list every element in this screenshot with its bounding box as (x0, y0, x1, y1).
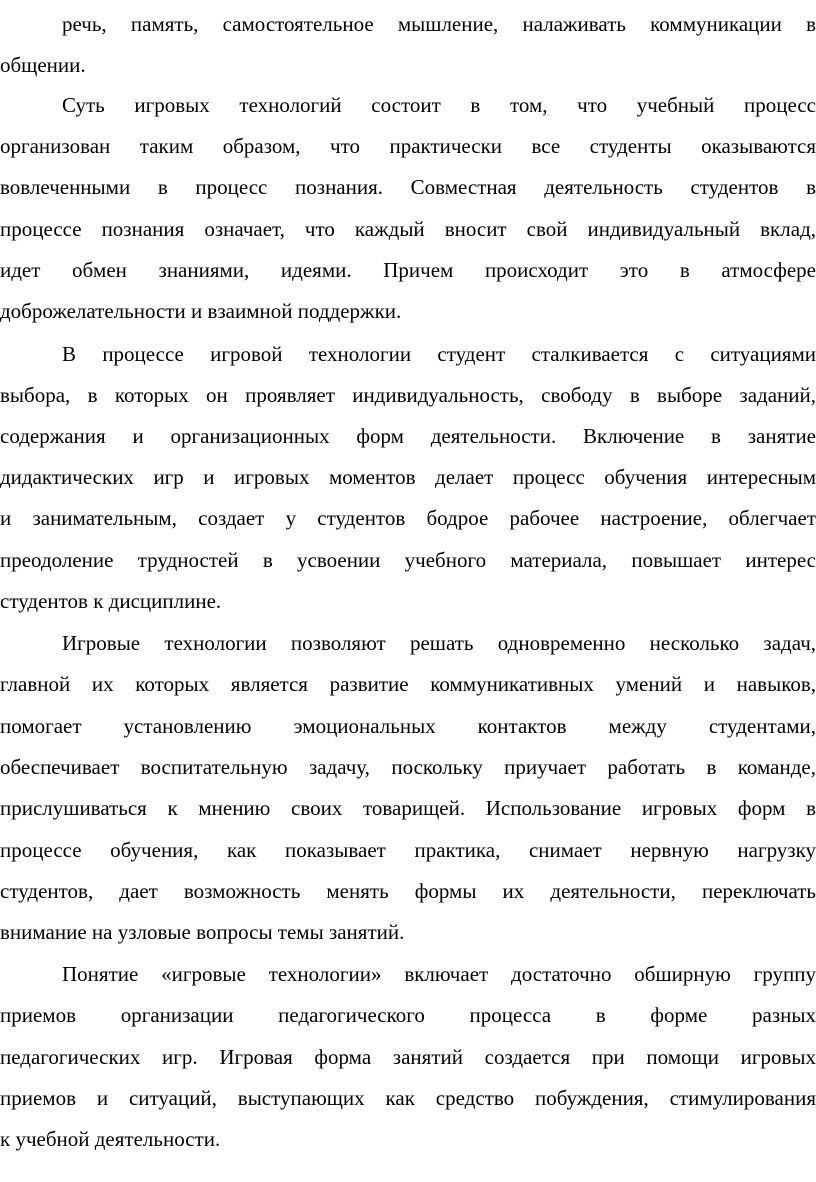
text-line: вовлеченными в процесс познания. Совместная деятельность студентов в (0, 175, 816, 199)
text-line: В процессе игровой технологии студент сталкивается с ситуациями (62, 342, 816, 366)
text-line: речь, память, самостоятельное мышление, налаживать коммуникации в (62, 12, 816, 36)
text-line: главной их которых является развитие коммуникативных умений и навыков, (0, 672, 816, 696)
text-line: идет обмен знаниями, идеями. Причем происходит это в атмосфере (0, 258, 816, 282)
text-line: содержания и организационных форм деятельности. Включение в занятие (0, 424, 816, 448)
text-line: к учебной деятельности. (0, 1127, 221, 1151)
text-line: процессе познания означает, что каждый вносит свой индивидуальный вклад, (0, 217, 816, 241)
text-line: студентов к дисциплине. (0, 589, 222, 613)
text-line: приемов организации педагогического процесса в форме разных (0, 1003, 816, 1027)
text-line: и занимательным, создает у студентов бодрое рабочее настроение, облегчает (0, 506, 816, 530)
text-line: Понятие «игровые технологии» включает достаточно обширную группу (62, 962, 816, 986)
text-line: общении. (0, 53, 86, 77)
text-line: Суть игровых технологий состоит в том, что учебный процесс (62, 93, 816, 117)
text-line: Игровые технологии позволяют решать одновременно несколько задач, (62, 631, 816, 655)
text-line: помогает установлению эмоциональных контактов между студентами, (0, 714, 816, 738)
text-line: обеспечивает воспитательную задачу, поскольку приучает работать в команде, (0, 755, 816, 779)
text-line: дидактических игр и игровых моментов делает процесс обучения интересным (0, 465, 816, 489)
text-line: процессе обучения, как показывает практика, снимает нервную нагрузку (0, 838, 816, 862)
text-line: преодоление трудностей в усвоении учебного материала, повышает интерес (0, 548, 816, 572)
text-line: педагогических игр. Игровая форма занятий создается при помощи игровых (0, 1045, 816, 1069)
text-line: выбора, в которых он проявляет индивидуальность, свободу в выборе заданий, (0, 383, 816, 407)
text-line: внимание на узловые вопросы темы занятий. (0, 920, 405, 944)
text-line: студентов, дает возможность менять формы их деятельности, переключать (0, 879, 816, 903)
text-line: организован таким образом, что практически все студенты оказываются (0, 134, 816, 158)
text-line: приемов и ситуаций, выступающих как средство побуждения, стимулирования (0, 1086, 816, 1110)
text-line: прислушиваться к мнению своих товарищей. Использование игровых форм в (0, 796, 816, 820)
text-line: доброжелательности и взаимной поддержки. (0, 299, 402, 323)
